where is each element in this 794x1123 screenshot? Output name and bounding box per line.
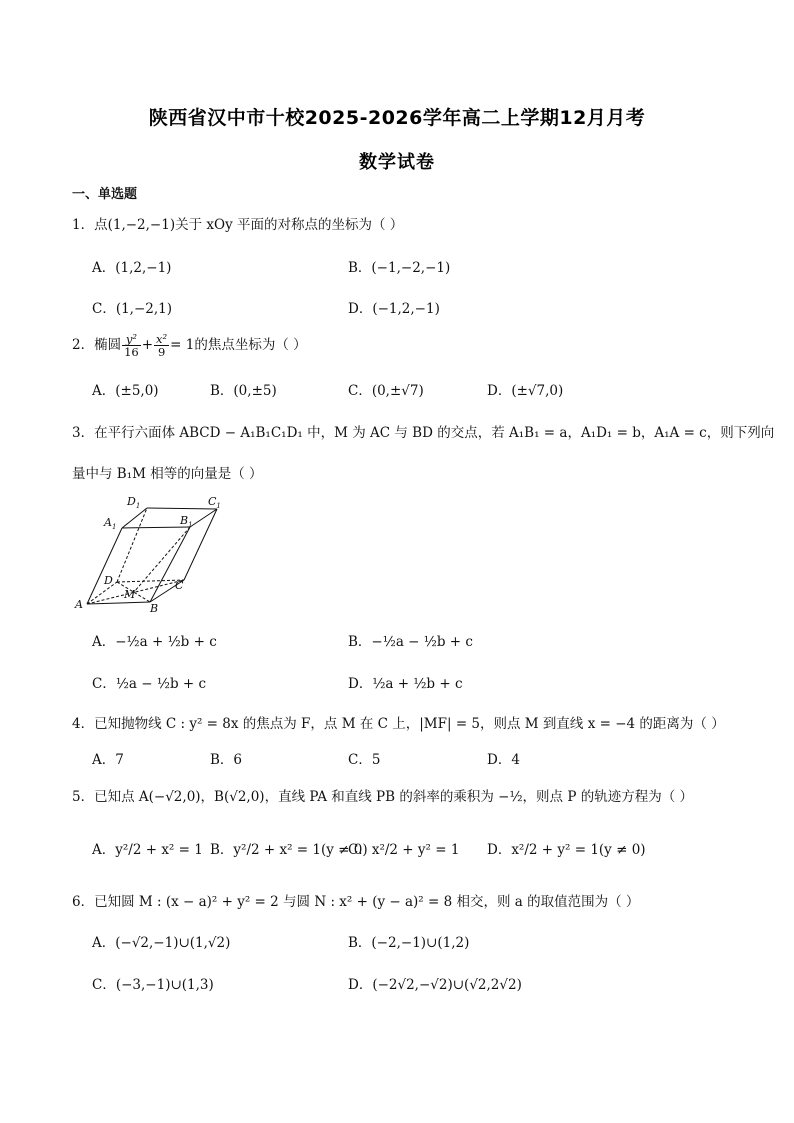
label-b1: $B_1$ [180, 514, 193, 529]
question-3-option-c: C．½a − ½b + c [92, 676, 207, 692]
question-6-stem: 6．已知圆 M : (x − a)² + y² = 2 与圆 N : x² + (y − a)² = 8 相交，则 a 的取值范围为（ ） [72, 894, 640, 910]
label-c: C [175, 579, 184, 592]
question-2-option-a: A．(±5,0) [92, 383, 159, 399]
edge-a1d1 [122, 508, 147, 528]
exam-title: 陕西省汉中市十校2025-2026学年高二上学期12月月考 [148, 107, 646, 129]
question-6-option-b: B．(−2,−1)∪(1,2) [348, 935, 470, 951]
question-2-stem-prefix: 2．椭圆 [72, 337, 122, 354]
label-a1: $A_1$ [104, 516, 117, 531]
question-3-stem-line1: 3．在平行六面体 ABCD − A₁B₁C₁D₁ 中，M 为 AC 与 BD 的交点，若 A₁B₁ = a，A₁D₁ = b，A₁A = c，则下列向 [72, 425, 775, 441]
question-3-option-d: D．½a + ½b + c [348, 676, 463, 692]
question-4-option-c: C．5 [348, 752, 381, 768]
edge-ab [87, 602, 150, 604]
label-d1: $D_1$ [127, 495, 141, 510]
question-2-stem: 2．椭圆 $\frac{\text{y²}}{16}$ + $\frac{\text{x²}}{9}$ = 1的焦点坐标为（ ） [72, 332, 307, 360]
question-5-option-d: D．x²/2 + y² = 1(y ≠ 0) [487, 842, 646, 858]
question-1-option-a: A．(1,2,−1) [92, 260, 172, 276]
edge-d1c1 [147, 508, 217, 509]
question-6-option-a: A．(−√2,−1)∪(1,√2) [92, 935, 231, 951]
question-2-stem-suffix: = 1的焦点坐标为（ ） [170, 337, 307, 354]
question-5-option-a: A．y²/2 + x² = 1 [92, 842, 203, 858]
question-5-stem: 5．已知点 A(−√2,0)，B(√2,0)，直线 PA 和直线 PB 的斜率的乘积为 −½，则点 P 的轨迹方程为（ ） [72, 789, 693, 805]
question-1-stem: 1．点(1,−2,−1)关于 xOy 平面的对称点的坐标为（ ） [72, 217, 404, 233]
question-1-option-c: C．(1,−2,1) [92, 301, 173, 317]
question-3-option-b: B．−½a − ½b + c [348, 634, 473, 650]
edge-aa1 [87, 528, 122, 604]
question-6-option-c: C．(−3,−1)∪(1,3) [92, 977, 214, 993]
question-6-option-d: D．(−2√2,−√2)∪(√2,2√2) [348, 977, 522, 993]
diagonal-ac [87, 580, 184, 604]
question-5-option-c: C．x²/2 + y² = 1 [348, 842, 460, 858]
edge-dc [117, 580, 184, 582]
question-4-option-a: A．7 [92, 752, 124, 768]
edge-bb1 [150, 527, 190, 602]
question-1-option-d: D．(−1,2,−1) [348, 301, 440, 317]
question-1-option-b: B．(−1,−2,−1) [348, 260, 451, 276]
edge-dd1 [117, 508, 147, 582]
label-c1: $C_1$ [208, 495, 221, 510]
label-d: D [104, 574, 113, 587]
exam-subtitle: 数学试卷 [359, 152, 435, 173]
question-4-option-d: D．4 [487, 752, 520, 768]
question-4-option-b: B．6 [210, 752, 243, 768]
question-3-option-a: A．−½a + ½b + c [92, 634, 217, 650]
question-5-option-b: B．y²/2 + x² = 1(y ≠ 0) [210, 842, 368, 858]
fraction-x2-over-9: $\frac{\text{x²}}{9}$ [156, 332, 168, 360]
question-2-option-b: B．(0,±5) [210, 383, 277, 399]
label-b: B [150, 602, 159, 615]
question-2-option-d: D．(±√7,0) [487, 383, 564, 399]
section-heading: 一、单选题 [72, 187, 138, 202]
label-a: A [75, 598, 83, 611]
edge-a1b1 [122, 527, 190, 528]
fraction-y2-over-16: $\frac{\text{y²}}{16}$ [124, 332, 139, 360]
parallelepiped-figure [72, 494, 232, 616]
label-m: M [124, 588, 136, 601]
question-3-stem-line2: 量中与 B₁M 相等的向量是（ ） [72, 466, 263, 482]
question-2-option-c: C．(0,±√7) [348, 383, 424, 399]
question-4-stem: 4．已知抛物线 C : y² = 8x 的焦点为 F，点 M 在 C 上，|MF| = 5，则点 M 到直线 x = −4 的距离为（ ） [72, 716, 725, 732]
